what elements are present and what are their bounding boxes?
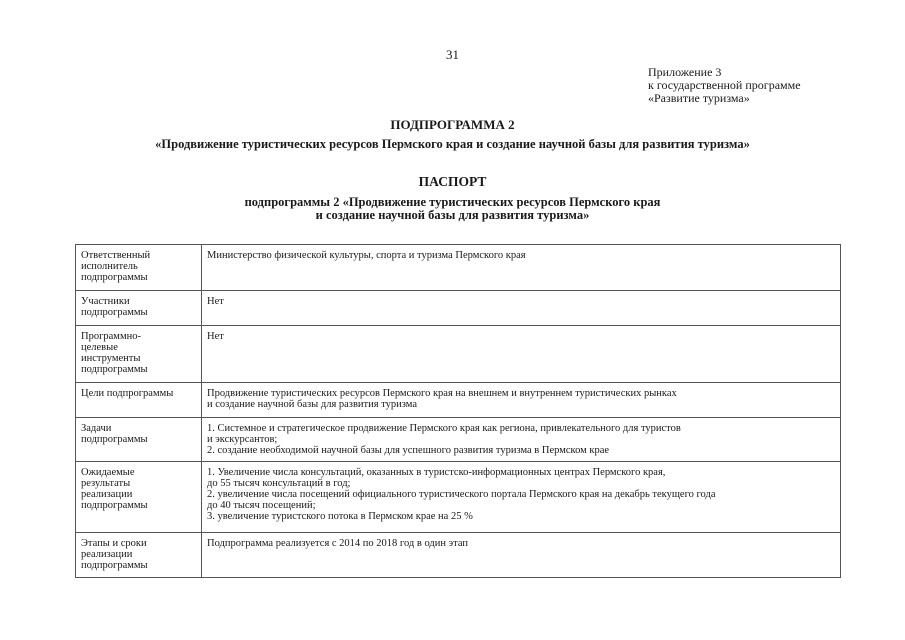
value-line: Продвижение туристических ресурсов Пермского края на внешнем и внутреннем туристических рынках — [207, 388, 677, 399]
label-line: подпрограммы — [81, 307, 148, 318]
subprogram-name: «Продвижение туристических ресурсов Пермского края и создание научной базы для развития туризма» — [155, 137, 750, 151]
row-value — [202, 291, 841, 326]
row-label — [76, 245, 202, 291]
label-line: Участники — [81, 296, 130, 307]
label-line: Этапы и сроки — [81, 538, 147, 549]
label-line: реализации — [81, 549, 133, 560]
label-line: результаты — [81, 478, 131, 489]
appendix-line: Приложение 3 — [648, 65, 722, 79]
value-line: до 55 тысяч консультаций в год; — [207, 478, 351, 489]
value-line: Подпрограмма реализуется с 2014 по 2018 год в один этап — [207, 538, 468, 549]
label-line: подпрограммы — [81, 434, 148, 445]
row-value — [202, 462, 841, 533]
table-row — [76, 462, 841, 533]
value-line: и экскурсантов; — [207, 434, 278, 445]
label-line: подпрограммы — [81, 272, 148, 283]
row-label — [76, 291, 202, 326]
value-line: 3. увеличение туристского потока в Пермском крае на 25 % — [207, 511, 473, 522]
row-value — [202, 326, 841, 383]
value-line: 2. увеличение числа посещений официального туристического портала Пермского края на декабрь текущего года — [207, 489, 716, 500]
subprogram-title: ПОДПРОГРАММА 2 — [390, 117, 515, 132]
row-value — [202, 418, 841, 462]
row-label — [76, 326, 202, 383]
passport-subtitle-line: подпрограммы 2 «Продвижение туристических ресурсов Пермского края — [244, 195, 661, 209]
row-value — [202, 245, 841, 291]
appendix-line: к государственной программе — [648, 78, 801, 92]
label-line: исполнитель — [81, 261, 138, 272]
row-value — [202, 533, 841, 578]
row-label — [76, 462, 202, 533]
value-line: 1. Системное и стратегическое продвижение Пермского края как региона, привлекательного для туристов — [207, 423, 681, 434]
table-row — [76, 326, 841, 383]
label-line: Задачи — [81, 423, 112, 434]
row-label — [76, 418, 202, 462]
appendix-note — [648, 66, 801, 105]
page-number: 31 — [446, 47, 459, 62]
table-row — [76, 418, 841, 462]
label-line: подпрограммы — [81, 500, 148, 511]
label-line: Цели подпрограммы — [81, 388, 174, 399]
label-line: инструменты — [81, 353, 141, 364]
row-label — [76, 383, 202, 418]
passport-table — [75, 244, 841, 578]
value-line: 2. создание необходимой научной базы для успешного развития туризма в Пермском крае — [207, 445, 610, 456]
value-line: 1. Увеличение числа консультаций, оказанных в туристско-информационных центрах Пермского края, — [207, 467, 666, 478]
label-line: Ожидаемые — [81, 467, 135, 478]
label-line: подпрограммы — [81, 560, 148, 571]
table-row — [76, 245, 841, 291]
appendix-line: «Развитие туризма» — [648, 91, 750, 105]
label-line: Ответственный — [81, 250, 151, 261]
value-line: и создание научной базы для развития туризма — [207, 399, 417, 410]
value-line: Министерство физической культуры, спорта и туризма Пермского края — [207, 250, 526, 261]
row-value — [202, 383, 841, 418]
value-line: Нет — [207, 331, 224, 342]
label-line: Программно- — [81, 331, 141, 342]
value-line: Нет — [207, 296, 224, 307]
passport-title: ПАСПОРТ — [418, 174, 487, 189]
label-line: подпрограммы — [81, 364, 148, 375]
label-line: реализации — [81, 489, 133, 500]
table-row — [76, 291, 841, 326]
table-row — [76, 533, 841, 578]
passport-subtitle-line: и создание научной базы для развития туризма» — [315, 208, 590, 222]
table-row — [76, 383, 841, 418]
label-line: целевые — [81, 342, 118, 353]
value-line: до 40 тысяч посещений; — [207, 500, 316, 511]
row-label — [76, 533, 202, 578]
